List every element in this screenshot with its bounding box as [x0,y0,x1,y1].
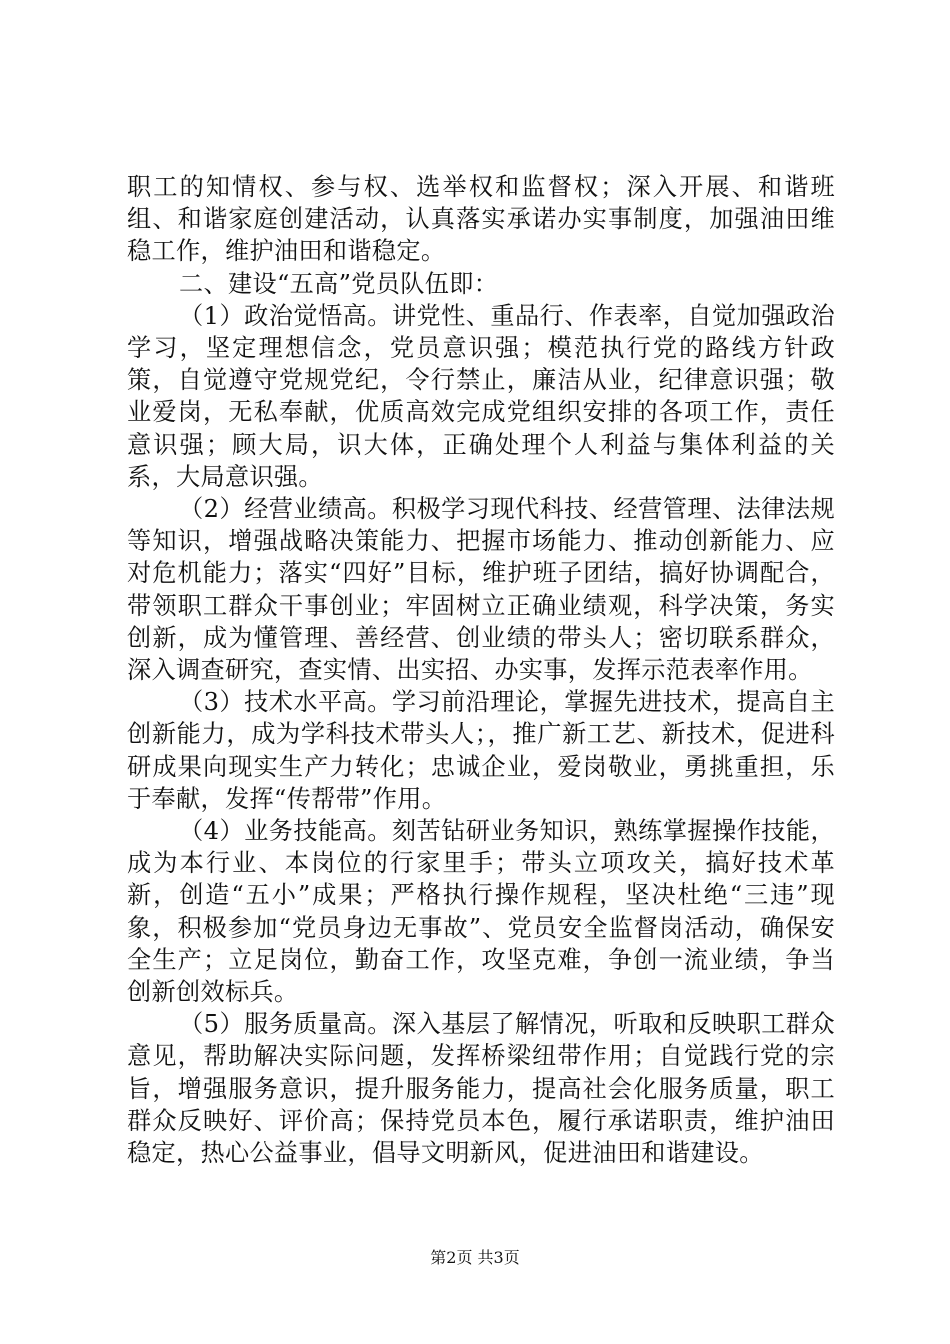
paragraph-item-5: （5）服务质量高。深入基层了解情况，听取和反映职工群众意见，帮助解决实际问题，发挥桥梁纽带作用；自觉践行党的宗旨，增强服务意识，提升服务能力，提高社会化服务质量，职工群众反映好、评价高；保持党员本色，履行承诺职责，维护油田稳定，热心公益事业，倡导文明新风，促进油田和谐建设。 [127,1010,835,1168]
paragraph-1: 职工的知情权、参与权、选举权和监督权；深入开展、和谐班组、和谐家庭创建活动，认真落实承诺办实事制度，加强油田维稳工作，维护油田和谐稳定。 [127,173,835,266]
section-heading: 二、建设“五高”党员队伍即： [179,269,499,298]
paragraph-item-1: （1）政治觉悟高。讲党性、重品行、作表率，自觉加强政治学习，坚定理想信念，党员意识强；模范执行党的路线方针政策，自觉遵守党规党纪，令行禁止，廉洁从业，纪律意识强；敬业爱岗，无私奉献，优质高效完成党组织安排的各项工作，责任意识强；顾大局，识大体，正确处理个人利益与集体利益的关系，大局意识强。 [127,301,835,491]
paragraph-item-2: （2）经营业绩高。积极学习现代科技、经营管理、法律法规等知识，增强战略决策能力、把握市场能力、推动创新能力、应对危机能力；落实“四好”目标，维护班子团结，搞好协调配合，带领职工群众干事创业；牢固树立正确业绩观，科学决策，务实创新，成为懂管理、善经营、创业绩的带头人；密切联系群众，深入调查研究，查实情、出实招、办实事，发挥示范表率作用。 [127,495,835,685]
page-footer: 第2页 共3页 [430,1248,520,1267]
paragraph-item-4: （4）业务技能高。刻苦钻研业务知识，熟练掌握操作技能，成为本行业、本岗位的行家里手；带头立项攻关，搞好技术革新，创造“五小”成果；严格执行操作规程，坚决杜绝“三违”现象，积极参加“党员身边无事故”、党员安全监督岗活动，确保安全生产；立足岗位，勤奋工作，攻坚克难，争创一流业绩，争当创新创效标兵。 [127,817,835,1007]
paragraph-item-3: （3）技术水平高。学习前沿理论，掌握先进技术，提高自主创新能力，成为学科技术带头人；，推广新工艺、新技术，促进科研成果向现实生产力转化；忠诚企业，爱岗敬业，勇挑重担，乐于奉献，发挥“传帮带”作用。 [127,688,835,813]
document-body [127,171,835,1169]
